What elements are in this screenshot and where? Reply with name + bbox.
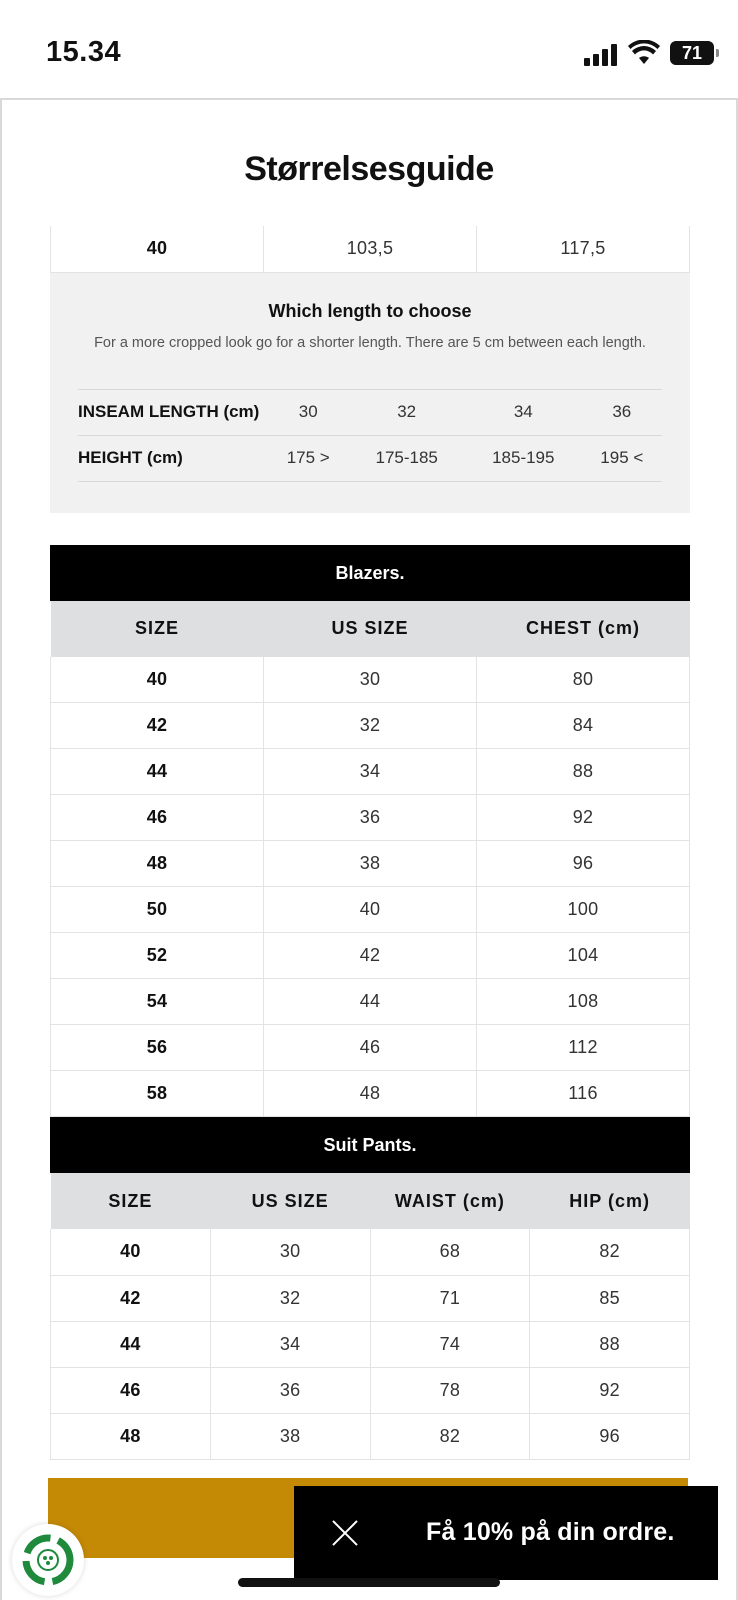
- table-cell: 34: [264, 749, 477, 795]
- close-icon[interactable]: [330, 1518, 360, 1548]
- table-row: [51, 841, 690, 887]
- size-cell: 46: [51, 795, 264, 841]
- table-cell: 32: [210, 1275, 370, 1321]
- table-cell: 30: [268, 389, 348, 435]
- table-cell: 32: [348, 389, 465, 435]
- table-row: [51, 1229, 690, 1275]
- table-row: [51, 1413, 690, 1459]
- size-cell: 42: [51, 1275, 211, 1321]
- column-header: WAIST (cm): [370, 1173, 530, 1229]
- table-row: [51, 1367, 690, 1413]
- table-cell: 103,5: [264, 226, 477, 272]
- table-cell: 96: [477, 841, 690, 887]
- size-guide-content[interactable]: [50, 226, 690, 1460]
- wifi-icon: [628, 40, 660, 66]
- table-row: [51, 1025, 690, 1071]
- column-header: SIZE: [51, 601, 264, 657]
- table-cell: 36: [582, 389, 662, 435]
- table-cell: 82: [370, 1413, 530, 1459]
- table-cell: 46: [264, 1025, 477, 1071]
- inseam-row: [78, 389, 662, 435]
- size-cell: 48: [51, 1413, 211, 1459]
- length-guide-title: Which length to choose: [268, 300, 472, 321]
- row-label: INSEAM LENGTH (cm): [78, 389, 268, 435]
- table-cell: 36: [210, 1367, 370, 1413]
- height-row: [78, 435, 662, 481]
- table-cell: 117,5: [477, 226, 690, 272]
- table-cell: 40: [264, 887, 477, 933]
- table-cell: 78: [370, 1367, 530, 1413]
- table-cell: 36: [264, 795, 477, 841]
- table-cell: 175-185: [348, 435, 465, 481]
- table-row: [51, 887, 690, 933]
- table-row: [51, 795, 690, 841]
- status-time: 15.34: [46, 36, 122, 68]
- table-cell: 42: [264, 933, 477, 979]
- discount-popup-text[interactable]: Få 10% på din ordre.: [426, 1518, 675, 1546]
- table-cell: 38: [210, 1413, 370, 1459]
- table-row: [51, 749, 690, 795]
- size-cell: 44: [51, 1321, 211, 1367]
- blazers-table: [50, 601, 690, 1118]
- size-cell: 58: [51, 1071, 264, 1117]
- table-cell: 96: [530, 1413, 690, 1459]
- size-cell: 48: [51, 841, 264, 887]
- blazers-header: Blazers.: [50, 545, 690, 601]
- table-row: [51, 1321, 690, 1367]
- table-row: [51, 226, 690, 272]
- table-cell: 84: [477, 703, 690, 749]
- length-table: [78, 389, 662, 482]
- suit-pants-table: [50, 1173, 690, 1460]
- table-cell: 30: [210, 1229, 370, 1275]
- table-cell: 88: [530, 1321, 690, 1367]
- table-cell: 88: [477, 749, 690, 795]
- table-cell: 38: [264, 841, 477, 887]
- table-cell: 34: [465, 389, 582, 435]
- table-cell: 44: [264, 979, 477, 1025]
- table-cell: 116: [477, 1071, 690, 1117]
- size-cell: 54: [51, 979, 264, 1025]
- table-cell: 185-195: [465, 435, 582, 481]
- table-cell: 32: [264, 703, 477, 749]
- suit-pants-header: Suit Pants.: [50, 1117, 690, 1173]
- table-row: [51, 933, 690, 979]
- table-cell: 92: [477, 795, 690, 841]
- table-cell: 100: [477, 887, 690, 933]
- size-cell: 52: [51, 933, 264, 979]
- table-row: [51, 657, 690, 703]
- table-cell: 74: [370, 1321, 530, 1367]
- discount-popup[interactable]: [294, 1486, 718, 1580]
- column-header: US SIZE: [210, 1173, 370, 1229]
- table-cell: 71: [370, 1275, 530, 1321]
- column-header: SIZE: [51, 1173, 211, 1229]
- table-cell: 48: [264, 1071, 477, 1117]
- length-guide-subtitle: For a more cropped look go for a shorter length. There are 5 cm between each length.: [94, 334, 646, 351]
- column-header: HIP (cm): [530, 1173, 690, 1229]
- size-cell: 46: [51, 1367, 211, 1413]
- table-row: [51, 1275, 690, 1321]
- size-cell: 42: [51, 703, 264, 749]
- size-cell: 50: [51, 887, 264, 933]
- column-header: US SIZE: [264, 601, 477, 657]
- table-cell: 175 >: [268, 435, 348, 481]
- size-cell: 40: [51, 1229, 211, 1275]
- table-row: [51, 1071, 690, 1117]
- table-cell: 30: [264, 657, 477, 703]
- battery-icon: 71: [670, 41, 714, 65]
- table-cell: 82: [530, 1229, 690, 1275]
- recycle-icon: [12, 1524, 84, 1596]
- spacer: [50, 513, 690, 545]
- size-cell: 56: [51, 1025, 264, 1071]
- column-header: CHEST (cm): [477, 601, 690, 657]
- status-bar: [0, 0, 738, 100]
- table-header-row: [51, 601, 690, 657]
- cellular-signal-icon: [584, 44, 620, 66]
- home-indicator: [238, 1578, 500, 1587]
- size-cell: 44: [51, 749, 264, 795]
- table-cell: 92: [530, 1367, 690, 1413]
- table-cell: 112: [477, 1025, 690, 1071]
- table-cell: 68: [370, 1229, 530, 1275]
- table-header-row: [51, 1173, 690, 1229]
- length-guide: [50, 273, 690, 513]
- table-row: [51, 979, 690, 1025]
- table-cell: 104: [477, 933, 690, 979]
- size-cell: 40: [51, 226, 264, 272]
- row-label: HEIGHT (cm): [78, 435, 268, 481]
- table-cell: 34: [210, 1321, 370, 1367]
- size-guide-sheet: [0, 98, 738, 1600]
- table-cell: 108: [477, 979, 690, 1025]
- sustainability-badge[interactable]: [12, 1524, 84, 1596]
- jeans-table-tail: [50, 226, 690, 273]
- table-cell: 80: [477, 657, 690, 703]
- size-cell: 40: [51, 657, 264, 703]
- page-title: Størrelsesguide: [244, 150, 494, 188]
- table-cell: 195 <: [582, 435, 662, 481]
- table-cell: 85: [530, 1275, 690, 1321]
- table-row: [51, 703, 690, 749]
